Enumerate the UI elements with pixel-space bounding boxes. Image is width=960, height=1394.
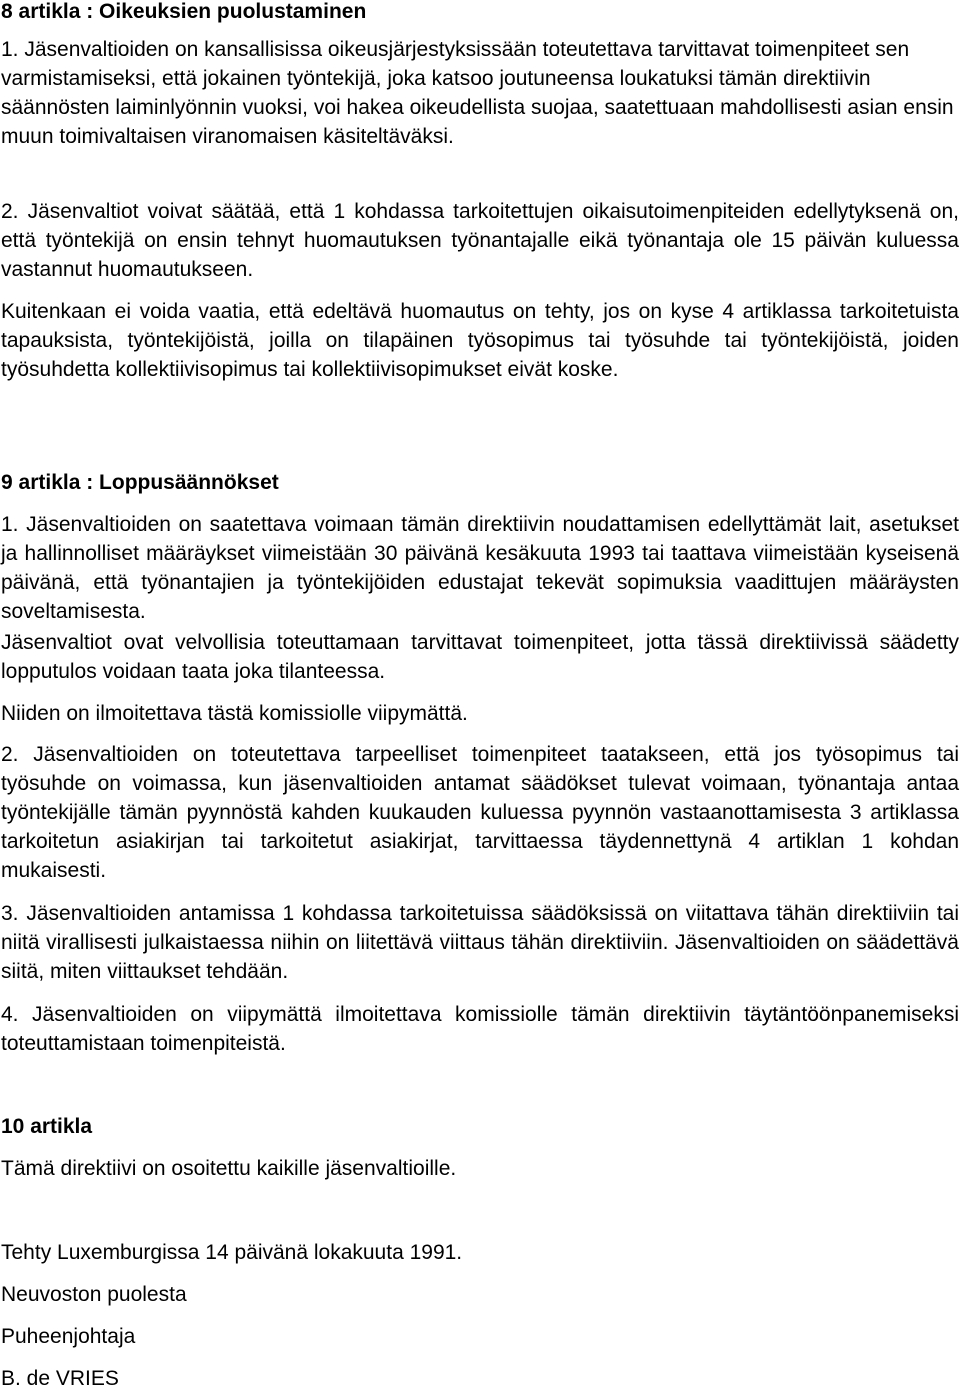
closing-signatory-name: B. de VRIES — [1, 1367, 119, 1390]
article-9-paragraph-6: 4. Jäsenvaltioiden on viipymättä ilmoitettava komissiolle tämän direktiivin täytäntöönpanemiseksi toteuttamistaan toimenpiteistä. — [1, 1003, 959, 1055]
article-8-paragraph-1: 1. Jäsenvaltioiden on kansallisissa oikeusjärjestyksissään toteutettava tarvittavat toimenpiteet sen varmistamiseksi, että jokainen työntekijä, joka katsoo joutuneensa loukatuksi tämän direktiivin säännösten laiminlyönnin vuoksi, voi hakea oikeudellista suojaa, saatettuaan mahdollisesti asian ensin muun toimivaltaisen viranomaisen käsiteltäväksi. — [1, 38, 954, 148]
article-10-title: 10 artikla — [1, 1115, 93, 1138]
closing-place-date: Tehty Luxemburgissa 14 päivänä lokakuuta 1991. — [1, 1241, 463, 1264]
article-9-paragraph-1: 1. Jäsenvaltioiden on saatettava voimaan tämän direktiivin noudattamisen edellyttämät lait, asetukset ja hallinnolliset määräykset viimeistään 30 päivänä kesäkuuta 1993 tai taattava viimeistään kyseisenä päivänä, että työnantajien ja työntekijöiden edustajat tekevät sopimuksia vaadittujen määräysten soveltamisesta. — [1, 513, 959, 623]
article-8-title: 8 artikla : Oikeuksien puolustaminen — [1, 0, 367, 23]
article-8-paragraph-2: 2. Jäsenvaltiot voivat säätää, että 1 kohdassa tarkoitettujen oikaisutoimenpiteiden edellytyksenä on, että työntekijä on ensin tehnyt huomautuksen työnantajalle eikä työnantaja ole 15 päivän kuluessa vastannut huomautukseen. — [1, 200, 959, 281]
article-9-paragraph-4: 2. Jäsenvaltioiden on toteutettava tarpeelliset toimenpiteet taatakseen, että jos työsopimus tai työsuhde on voimassa, kun jäsenvaltioiden antamat säädökset tulevat voimaan, työnantaja antaa työntekijälle tämän pyynnöstä kahden kuukauden kuluessa pyynnön vastaanottamisesta 3 artiklassa tarkoitetun asiakirjan tai tarkoitetut asiakirjat, tarvittaessa täydennettynä 4 artiklan 1 kohdan mukaisesti. — [1, 743, 959, 882]
article-10-paragraph-1: Tämä direktiivi on osoitettu kaikille jäsenvaltioille. — [1, 1157, 457, 1180]
article-9-title: 9 artikla : Loppusäännökset — [1, 471, 279, 494]
article-9-paragraph-5: 3. Jäsenvaltioiden antamissa 1 kohdassa tarkoitetuissa säädöksissä on viitattava tähän direktiiviin tai niitä virallisesti julkaistaessa niihin on liitettävä viittaus tähän direktiiviin. Jäsenvaltioiden on säädettävä siitä, miten viittaukset tehdään. — [1, 902, 959, 983]
closing-council: Neuvoston puolesta — [1, 1283, 187, 1306]
article-9-paragraph-3: Niiden on ilmoitettava tästä komissiolle viipymättä. — [1, 702, 468, 725]
article-8-paragraph-3: Kuitenkaan ei voida vaatia, että edeltävä huomautus on tehty, jos on kyse 4 artiklassa tarkoitetuista tapauksista, työntekijöistä, joilla on tilapäinen työsopimus tai työsuhde tai työntekijöistä, joiden työsuhdetta kollektiivisopimus tai kollektiivisopimukset eivät koske. — [1, 300, 959, 381]
closing-role: Puheenjohtaja — [1, 1325, 136, 1348]
article-9-paragraph-2: Jäsenvaltiot ovat velvollisia toteuttamaan tarvittavat toimenpiteet, jotta tässä direktiivissä säädetty lopputulos voidaan taata joka tilanteessa. — [1, 631, 959, 683]
